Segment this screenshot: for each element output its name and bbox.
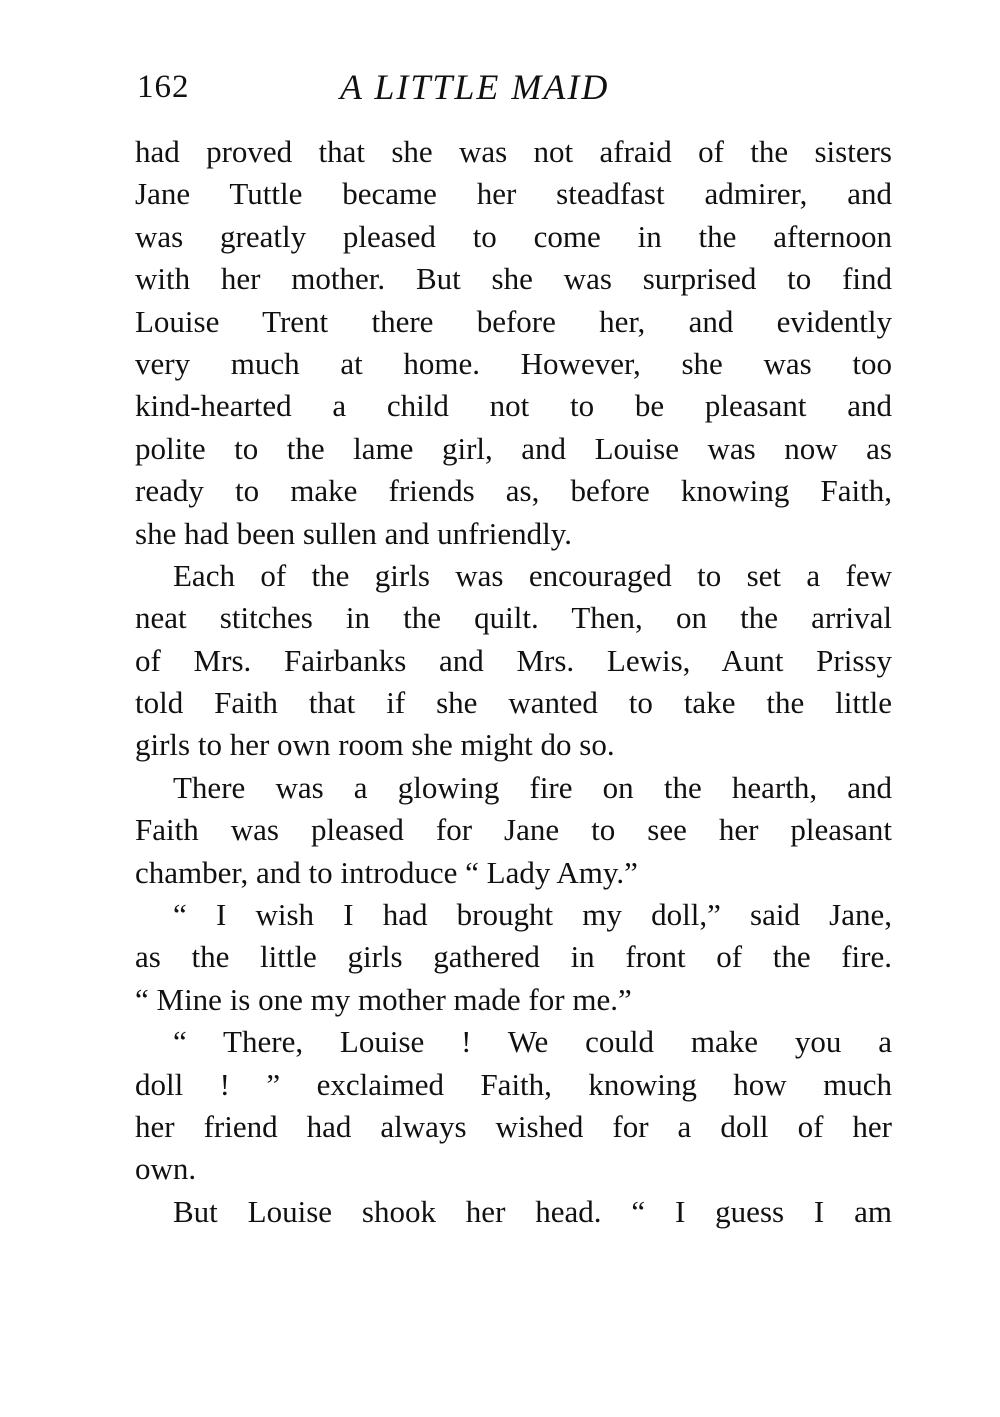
text-line: ready to make friends as, before knowing Faith, xyxy=(135,473,892,509)
text-line: Faith was pleased for Jane to see her pleasant xyxy=(135,812,892,848)
text-line: “ There, Louise ! We could make you a xyxy=(173,1024,892,1060)
text-line: Jane Tuttle became her steadfast admirer, and xyxy=(135,176,892,212)
text-line: neat stitches in the quilt. Then, on the arrival xyxy=(135,600,892,636)
text-line: There was a glowing fire on the hearth, and xyxy=(173,769,892,805)
text-line: “ Mine is one my mother made for me.” xyxy=(135,981,632,1017)
text-line: had proved that she was not afraid of the sisters xyxy=(135,134,892,169)
running-head xyxy=(137,62,897,112)
text-line: her friend had always wished for a doll of her xyxy=(135,1108,892,1144)
text-line: Louise Trent there before her, and evidently xyxy=(135,303,892,339)
page-number: 162 xyxy=(137,69,190,105)
text-line: told Faith that if she wanted to take the little xyxy=(135,685,892,721)
text-line: But Louise shook her head. “ I guess I am xyxy=(173,1193,892,1229)
text-line: “ I wish I had brought my doll,” said Jane, xyxy=(173,897,892,933)
text-line: own. xyxy=(135,1151,197,1187)
text-line: was greatly pleased to come in the afternoon xyxy=(135,218,892,254)
text-line: of Mrs. Fairbanks and Mrs. Lewis, Aunt Prissy xyxy=(135,642,892,678)
text-line: kind-hearted a child not to be pleasant and xyxy=(135,388,892,424)
running-title: A LITTLE MAID xyxy=(340,67,610,107)
text-line: very much at home. However, she was too xyxy=(135,345,892,381)
text-line: as the little girls gathered in front of the fire. xyxy=(135,939,892,975)
text-line: Each of the girls was encouraged to set a few xyxy=(173,557,892,593)
text-line: she had been sullen and unfriendly. xyxy=(135,515,573,551)
text-line: girls to her own room she might do so. xyxy=(135,727,615,763)
text-line: chamber, and to introduce “ Lady Amy.” xyxy=(135,854,638,890)
body-text xyxy=(135,131,892,1233)
text-line: with her mother. But she was surprised to find xyxy=(135,261,892,297)
text-line: polite to the lame girl, and Louise was now as xyxy=(135,430,892,466)
text-line: doll ! ” exclaimed Faith, knowing how much xyxy=(135,1066,892,1102)
